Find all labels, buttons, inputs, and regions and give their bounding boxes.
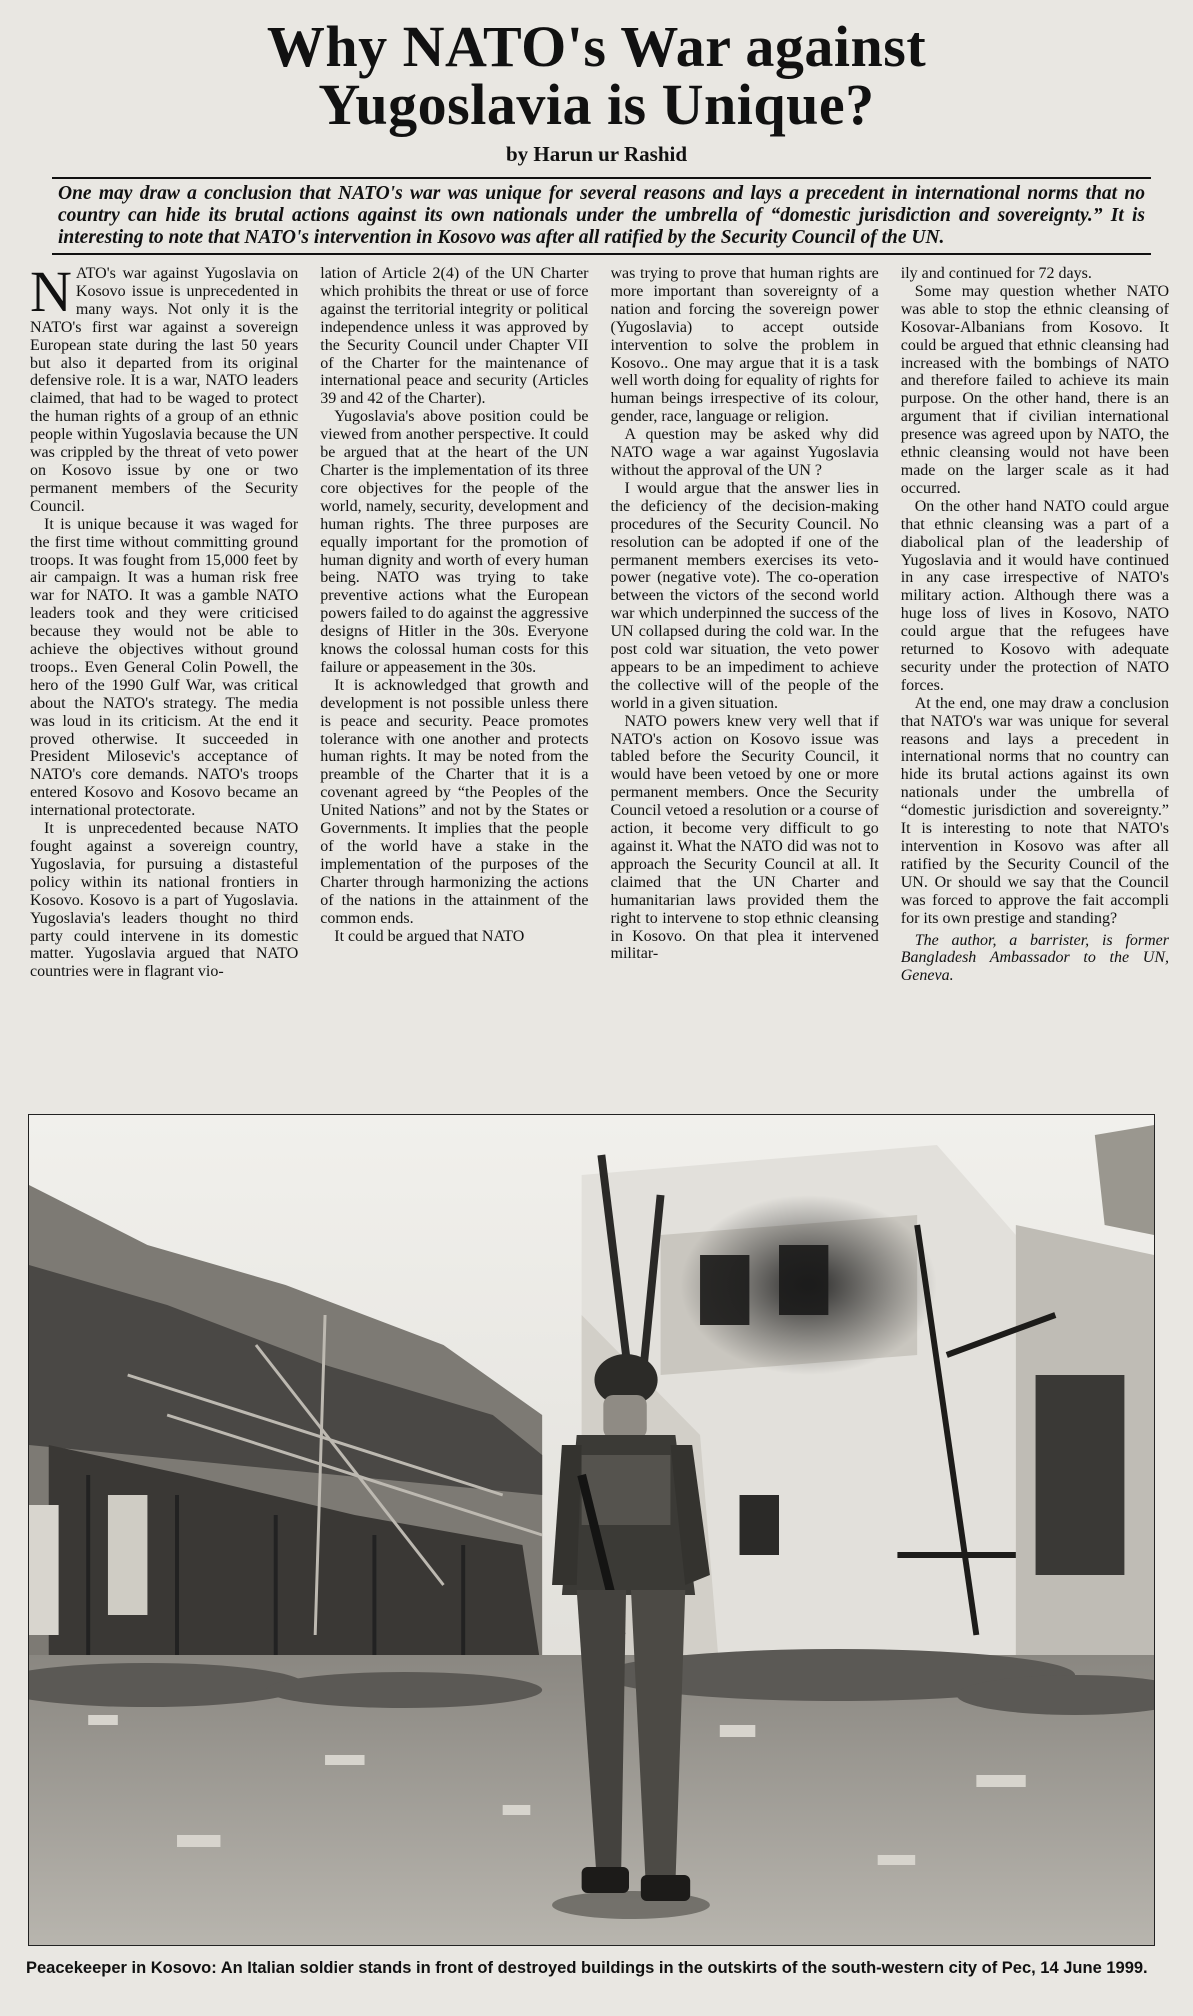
column-4: [901, 265, 1169, 1100]
newspaper-page: [0, 14, 1193, 2016]
byline: by Harun ur Rashid: [505, 142, 688, 166]
paragraph: was trying to prove that human rights are more important than sovereignty of a nation and forcing the sovereign power (Yugoslavia) to accept outside intervention to solve the problem in Kosovo.. One may argue that it is a task well worth doing for equality of rights for human beings irrespective of its colour, gender, race, language or religion.: [610, 265, 879, 426]
paragraph: ily and continued for 72 days.: [900, 265, 1092, 282]
drop-cap: N: [30, 265, 72, 324]
photo-illustration: [29, 1115, 1154, 1945]
paragraph: At the end, one may draw a conclusion that NATO's war was unique for several reasons and lays a precedent in international norms that no country can hide its brutal actions against its own nationals under the umbrella of “domestic jurisdiction and sovereignty.” It is interesting to note that NATO's intervention in Kosovo was after all ratified by the Security Council of the UN. Or should we say that the Council was forced to approve the fait accompli for its own prestige and standing?: [900, 694, 1169, 927]
paragraph: It is unprecedented because NATO fought against a sovereign country, Yugoslavia, for pursuing a distasteful policy within its national frontiers in Kosovo. Kosovo is a part of Yugoslavia. Yugoslavia's leaders thought no third party could intervene in its domestic matter. Yugoslavia argued that NATO countries were in flagrant vio-: [30, 820, 299, 981]
paragraph: NATO's war against Yugoslavia on Kosovo issue is unprecedented in many ways. Not only it is the NATO's first war against a sovereign European state during the last 50 years but also it departed from its original defensive role. It is a war, NATO leaders claimed, that had to be waged to protect the human rights of a group of an ethnic people within Yugoslavia because the UN was crippled by the threat of veto power on Kosovo issue by one or two permanent members of the Security Council.: [30, 265, 299, 515]
news-photo: [28, 1114, 1155, 1946]
photo-caption: Peacekeeper in Kosovo: An Italian soldier stands in front of destroyed buildings in the outskirts of the south-western city of Pec, 14 June 1999.: [26, 1959, 1148, 1977]
column-3: [611, 265, 879, 1100]
paragraph: A question may be asked why did NATO wage a war against Yugoslavia without the approval of the UN ?: [610, 426, 879, 479]
column-1: [30, 265, 298, 1100]
paragraph: lation of Article 2(4) of the UN Charter which prohibits the threat or use of force against the territorial integrity or political independence unless it was approved by the Security Council under Chapter VII of the Charter for the maintenance of international peace and security (Articles 39 and 42 of the Charter).: [320, 265, 589, 408]
paragraph: It could be argued that NATO: [334, 927, 525, 945]
headline: [12, 14, 1181, 137]
author-note: The author, a barrister, is former Bangladesh Ambassador to the UN, Geneva.: [900, 931, 1169, 985]
headline-line-2: Yugoslavia is Unique?: [318, 72, 875, 137]
paragraph: I would argue that the answer lies in the deficiency of the decision-making procedures of the Security Council. No resolution can be adopted if one of the permanent members exercises its veto-power (negative vote). The co-operation between the victors of the second world war which underpinned the success of the UN collapsed during the cold war. In the post cold war situation, the veto power appears to be an impediment to achieve the collective will of the people of the world in a given situation.: [610, 479, 879, 712]
standfirst: One may draw a conclusion that NATO's war was unique for several reasons and lays a precedent in international norms that no country can hide its brutal actions against its own nationals under the umbrella of “domestic jurisdiction and sovereignty.” It is interesting to note that NATO's intervention in Kosovo was after all ratified by the Security Council of the UN.: [52, 177, 1151, 255]
paragraph: It is acknowledged that growth and development is not possible unless there is peace and security. Peace promotes tolerance with one another and protects human rights. It may be noted from the preamble of the Charter that it is a covenant agreed by “the Peoples of the United Nations” and not by the States or Governments. It implies that the people of the world have a stake in the implementation of the purposes of the Charter through harmonizing the actions of the nations in the attainment of the common ends.: [320, 676, 589, 927]
paragraph: Some may question whether NATO was able to stop the ethnic cleansing of Kosovar-Albanians from Kosovo. It could be argued that ethnic cleansing had increased with the bombings of NATO and therefore failed to achieve its main purpose. On the other hand, there is an argument that if civilian international presence was agreed upon by NATO, the ethnic cleansing would not have been made on the larger scale as it had occurred.: [900, 282, 1169, 497]
paragraph: NATO powers knew very well that if NATO's action on Kosovo issue was tabled before the Security Council, it would have been vetoed by one or more permanent members. Once the Security Council vetoed a resolution or a course of action, it become very difficult to go against it. What the NATO did was not to approach the Security Council at all. It claimed that the UN Charter and humanitarian laws provided them the right to intervene to stop ethnic cleansing in Kosovo. On that plea it intervened militar-: [610, 712, 879, 963]
paragraph: On the other hand NATO could argue that ethnic cleansing was a part of a diabolical plan of the leadership of Yugoslavia and it would have continued in any case irrespective of NATO's military action. Although there was a huge loss of lives in Kosovo, NATO could argue that the refugees have returned to Kosovo with adequate security under the protection of NATO forces.: [900, 497, 1169, 694]
paragraph: It is unique because it was waged for the first time without committing ground troops. It was fought from 15,000 feet by air campaign. It was a human risk free war for NATO. It was a gamble NATO leaders took and they were criticised because they would not be able to achieve the objectives without ground troops.. Even General Colin Powell, the hero of the 1990 Gulf War, was critical about the NATO's strategy. The media was loud in its criticism. At the end it proved otherwise. It succeeded in President Milosevic's acceptance of NATO's core demands. NATO's troops entered Kosovo and Kosovo became an international protectorate.: [30, 515, 299, 820]
column-2: [320, 265, 588, 1100]
article-body: [30, 265, 1169, 1100]
headline-line-1: Why NATO's War against: [266, 14, 927, 79]
paragraph: Yugoslavia's above position could be viewed from another perspective. It could be argued that at the heart of the UN Charter is the implementation of its three core objectives for the people of the world, namely, security, development and human rights. The three purposes are equally important for the promotion of human dignity and worth of every human being. NATO was trying to take preventive actions what the European powers failed to do against the aggressive designs of Hitler in the 30s. Everyone knows the colossal human costs for this failure or appeasement in the 30s.: [320, 408, 589, 676]
